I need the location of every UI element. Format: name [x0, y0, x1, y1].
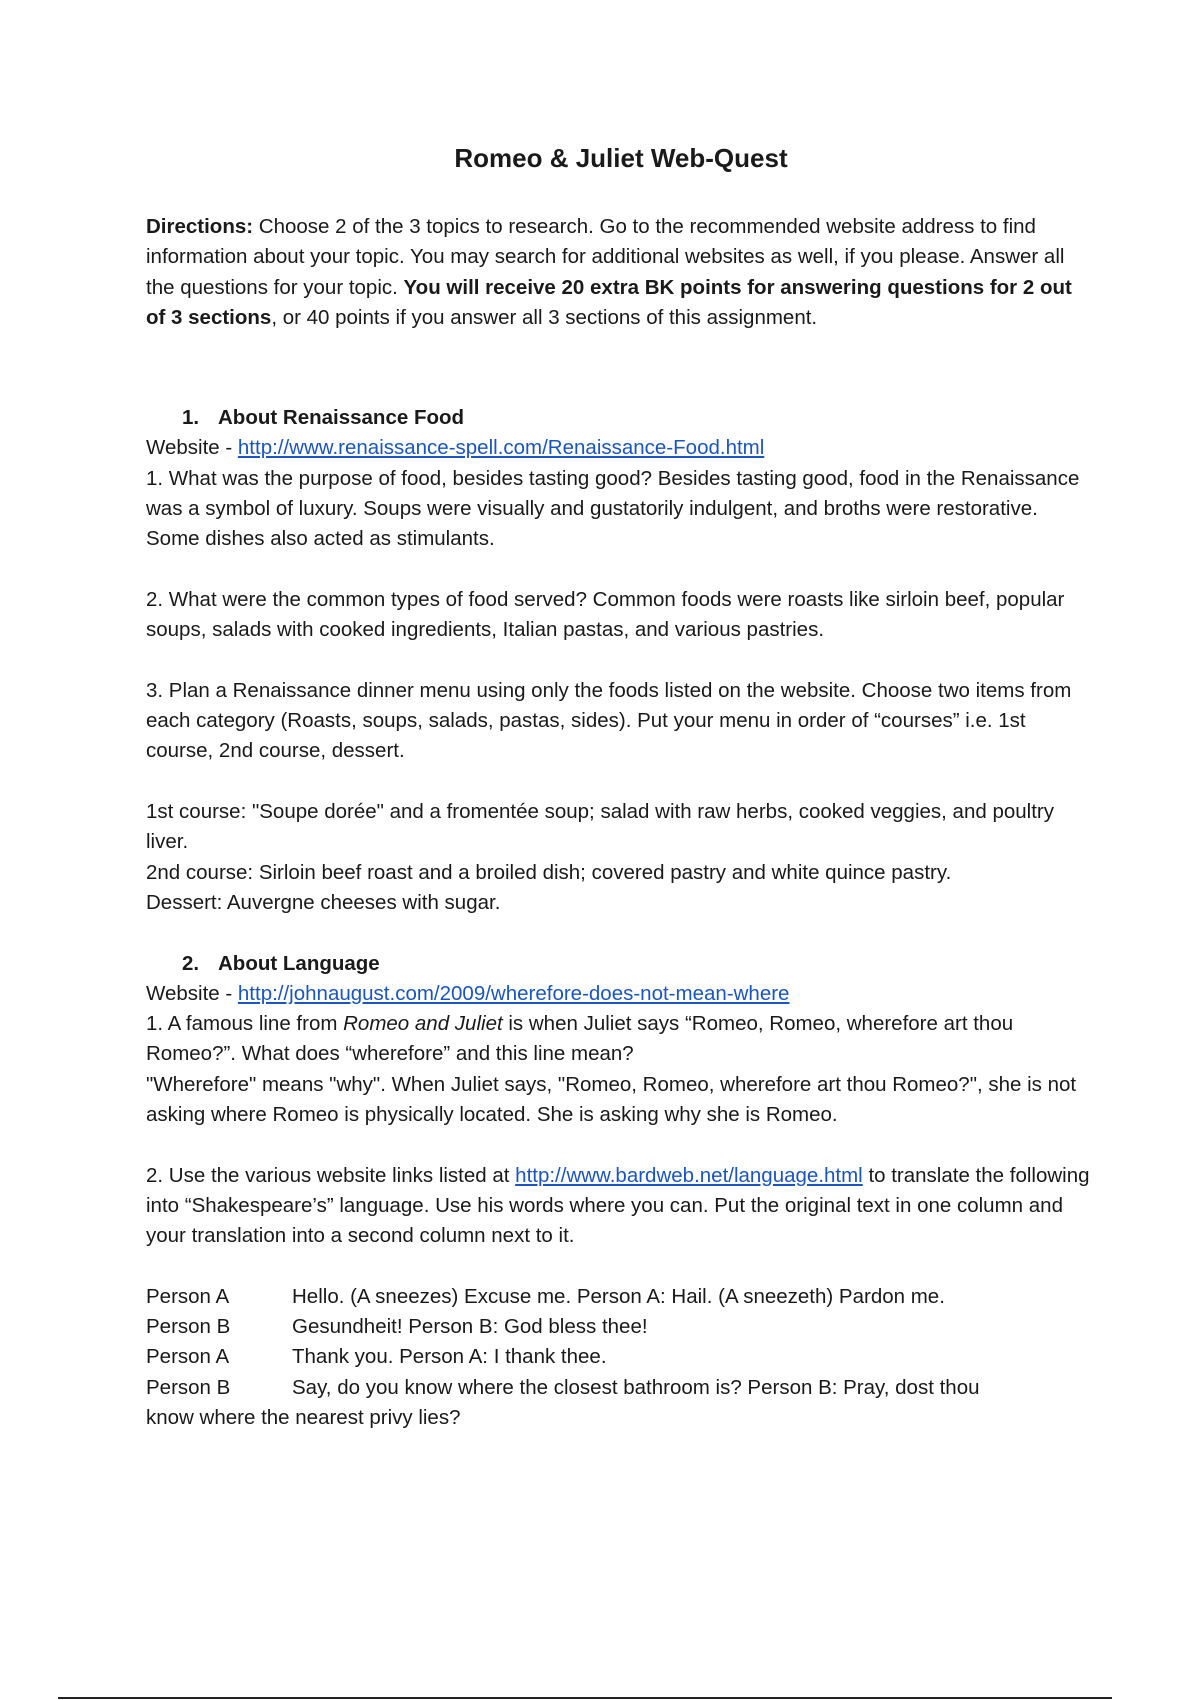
- section-2-website-label: Website -: [146, 981, 238, 1005]
- section-1-website-link[interactable]: http://www.renaissance-spell.com/Renaissance-Food.html: [237, 436, 765, 460]
- section-1-website: [146, 433, 1096, 463]
- menu-dessert: Dessert: Auvergne cheeses with sugar.: [146, 890, 501, 914]
- dialog-table: [146, 1282, 1096, 1433]
- menu-first-course: 1st course: "Soupe dorée" and a fromentée soup; salad with raw herbs, cooked veggies, and poultry liver.: [146, 800, 1054, 854]
- section-2-number: 2.: [182, 951, 200, 975]
- section-1-website-label: Website -: [146, 436, 238, 460]
- section-2-heading: [146, 949, 1096, 979]
- section-2-website-link[interactable]: http://johnaugust.com/2009/wherefore-does-not-mean-where: [237, 981, 790, 1005]
- dialog-line: Hello. (A sneezes) Excuse me. Person A: Hail. (A sneezeth) Pardon me.: [292, 1284, 945, 1308]
- page-bottom-rule: [58, 1697, 1112, 1699]
- dialog-row: [146, 1373, 1096, 1403]
- section-1-question-1: 1. What was the purpose of food, besides tasting good? Besides tasting good, food in the Renaissance was a symbol of luxury. Soups were visually and gustatorily indulgent, and broths were restorative. Some dishes also acted as stimulants.: [146, 466, 1080, 551]
- directions-label: Directions:: [146, 215, 254, 238]
- section-1-title: About Renaissance Food: [218, 406, 465, 430]
- section-2-title: About Language: [218, 951, 380, 975]
- document-page: [146, 140, 1096, 1433]
- directions-text-2: , or 40 points if you answer all 3 sections of this assignment.: [271, 305, 818, 329]
- dialog-row: [146, 1342, 1096, 1372]
- bardweb-link[interactable]: http://www.bardweb.net/language.html: [515, 1163, 863, 1187]
- section-2-question-1-text-a: 1. A famous line from: [146, 1012, 344, 1036]
- section-1-number: 1.: [182, 406, 200, 430]
- section-2-website: [146, 979, 1096, 1009]
- section-2-question-2: [146, 1161, 1096, 1252]
- dialog-speaker: Person A: [146, 1345, 230, 1369]
- dialog-line: Gesundheit! Person B: God bless thee!: [292, 1315, 648, 1339]
- section-2-question-2-text-a: 2. Use the various website links listed at: [146, 1163, 516, 1187]
- play-title: Romeo and Juliet: [343, 1012, 503, 1036]
- dialog-speaker: Person B: [146, 1375, 231, 1399]
- section-1-question-3: 3. Plan a Renaissance dinner menu using only the foods listed on the website. Choose two items from each category (Roasts, soups, salads, pastas, sides). Put your menu in order of “courses” i.e. 1st course, 2nd course, dessert.: [146, 678, 1072, 763]
- section-1-question-2: 2. What were the common types of food served? Common foods were roasts like sirloin beef, popular soups, salads with cooked ingredients, Italian pastas, and various pastries.: [146, 587, 1065, 642]
- page-title: Romeo & Juliet Web-Quest: [454, 143, 788, 173]
- dialog-line: Thank you. Person A: I thank thee.: [292, 1345, 607, 1369]
- dialog-row: [146, 1312, 1096, 1342]
- dialog-speaker: Person B: [146, 1315, 231, 1339]
- section-1-heading: [146, 403, 1096, 433]
- section-2-answer-1: "Wherefore" means "why". When Juliet says, "Romeo, Romeo, wherefore art thou Romeo?", she is not asking where Romeo is physically located. She is asking why she is Romeo.: [146, 1072, 1077, 1127]
- dialog-row: [146, 1282, 1096, 1312]
- section-2-question-2-text-b: to translate the following into “Shakespeare’s” language. Use his words where you can. Put the original text in one column and your translation into a second column next to it.: [146, 1163, 1090, 1248]
- dialog-speaker: Person A: [146, 1284, 230, 1308]
- section-2-question-1: [146, 1009, 1096, 1070]
- dialog-line-continuation: know where the nearest privy lies?: [146, 1405, 461, 1429]
- dialog-line: Say, do you know where the closest bathroom is? Person B: Pray, dost thou: [292, 1375, 980, 1399]
- directions-paragraph: [146, 212, 1096, 333]
- directions-bold-text: You will receive 20 extra BK points for answering questions for 2 out of 3 sections: [146, 275, 1072, 329]
- menu-second-course: 2nd course: Sirloin beef roast and a broiled dish; covered pastry and white quince pastry.: [146, 860, 952, 884]
- spacer: [146, 333, 1096, 393]
- section-2-question-1-text-b: is when Juliet says “Romeo, Romeo, wherefore art thou Romeo?”. What does “wherefore” and this line mean?: [146, 1012, 1014, 1066]
- directions-text-1: Choose 2 of the 3 topics to research. Go to the recommended website address to find information about your topic. You may search for additional websites as well, if you please. Answer all the questions for your topic.: [146, 215, 1065, 299]
